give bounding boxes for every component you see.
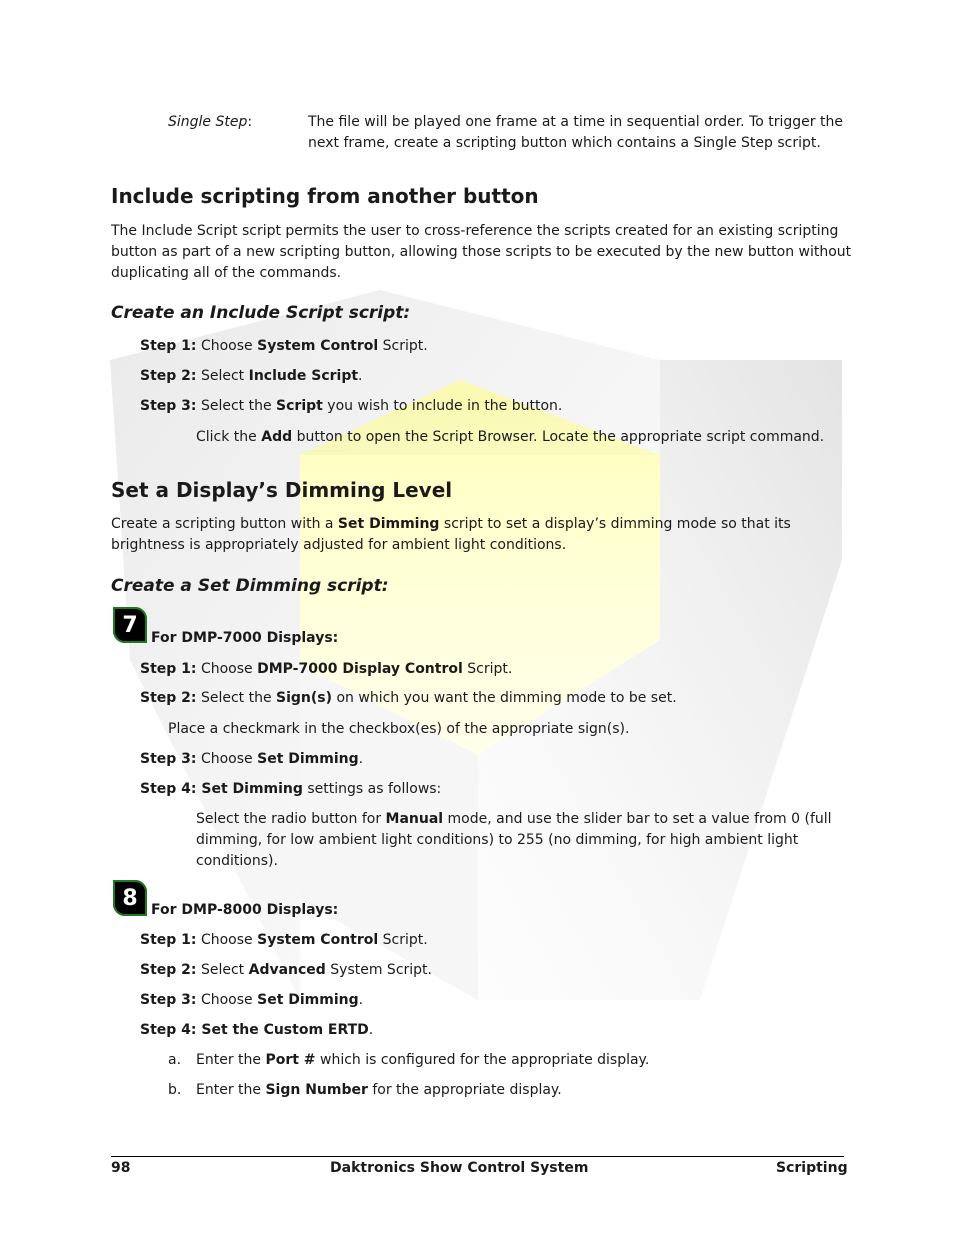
dmp7000-title: For DMP-7000 Displays: bbox=[151, 630, 339, 646]
dmp7000-step3: Step 3: Choose Set Dimming. bbox=[140, 751, 364, 767]
dimming-intro-line1: Create a scripting button with a Set Dimming script to set a display’s dimming mode so that its bbox=[111, 516, 791, 532]
dmp8000-sub-b-marker: b. bbox=[168, 1082, 182, 1098]
dmp8000-sub-b: Enter the Sign Number for the appropriate display. bbox=[196, 1082, 562, 1098]
dmp7000-detail-line2: dimming, for low ambient light conditions) to 255 (no dimming, for high ambient light bbox=[196, 832, 799, 848]
dmp7000-detail-line3: conditions). bbox=[196, 853, 278, 869]
dmp8000-step4: Step 4: Set the Custom ERTD. bbox=[140, 1022, 374, 1038]
dmp8000-step1: Step 1: Choose System Control Script. bbox=[140, 932, 428, 948]
include-intro-line1: The Include Script script permits the user to cross-reference the scripts created for an existing scripting bbox=[111, 223, 839, 239]
include-step1: Step 1: Choose System Control Script. bbox=[140, 338, 428, 354]
single-step-desc-line2: next frame, create a scripting button which contains a Single Step script. bbox=[308, 135, 821, 151]
dimming-intro-line2: brightness is appropriately adjusted for ambient light conditions. bbox=[111, 537, 567, 553]
include-subheading: Create an Include Script script: bbox=[111, 303, 411, 323]
footer-rule bbox=[111, 1156, 844, 1157]
include-step2: Step 2: Select Include Script. bbox=[140, 368, 363, 384]
include-heading: Include scripting from another button bbox=[111, 184, 539, 208]
include-intro-line3: duplicating all of the commands. bbox=[111, 265, 342, 281]
single-step-desc-line1: The file will be played one frame at a time in sequential order. To trigger the bbox=[308, 114, 843, 130]
include-note: Click the Add button to open the Script Browser. Locate the appropriate script command. bbox=[196, 429, 825, 445]
dmp7000-step1: Step 1: Choose DMP-7000 Display Control Script. bbox=[140, 661, 513, 677]
single-step-term: Single Step: bbox=[168, 114, 253, 130]
dmp7000-step4: Step 4: Set Dimming settings as follows: bbox=[140, 781, 442, 797]
footer-section: Scripting bbox=[776, 1160, 848, 1176]
dmp8000-sub-a-marker: a. bbox=[168, 1052, 182, 1068]
dmp7000-badge-icon: 7 bbox=[113, 607, 147, 643]
dmp8000-title: For DMP-8000 Displays: bbox=[151, 902, 339, 918]
dmp8000-step3: Step 3: Choose Set Dimming. bbox=[140, 992, 364, 1008]
dmp7000-step2: Step 2: Select the Sign(s) on which you want the dimming mode to be set. bbox=[140, 690, 677, 706]
include-intro-line2: button as part of a new scripting button, allowing those scripts to be executed by the new button without bbox=[111, 244, 852, 260]
dmp8000-step2: Step 2: Select Advanced System Script. bbox=[140, 962, 432, 978]
dimming-subheading: Create a Set Dimming script: bbox=[111, 576, 389, 596]
dmp7000-note: Place a checkmark in the checkbox(es) of the appropriate sign(s). bbox=[168, 721, 630, 737]
dmp8000-badge-icon: 8 bbox=[113, 880, 147, 916]
dmp7000-detail-line1: Select the radio button for Manual mode, and use the slider bar to set a value from 0 (full bbox=[196, 811, 832, 827]
dmp8000-sub-a: Enter the Port # which is configured for the appropriate display. bbox=[196, 1052, 650, 1068]
footer-title: Daktronics Show Control System bbox=[330, 1160, 589, 1176]
footer-page-number: 98 bbox=[111, 1160, 131, 1176]
dimming-heading: Set a Display’s Dimming Level bbox=[111, 478, 453, 502]
include-step3: Step 3: Select the Script you wish to include in the button. bbox=[140, 398, 563, 414]
